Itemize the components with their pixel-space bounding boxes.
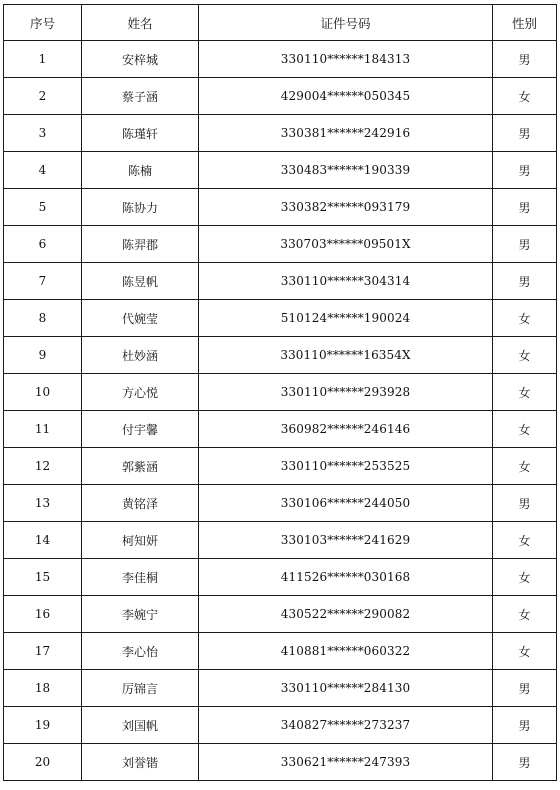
table-row	[4, 152, 557, 189]
id-number-cell: 330110******304314	[199, 263, 493, 300]
seq-cell: 5	[4, 189, 82, 226]
table-row	[4, 485, 557, 522]
id-number-cell: 510124******190024	[199, 300, 493, 337]
seq-cell: 12	[4, 448, 82, 485]
gender-cell: 男	[493, 115, 557, 152]
table-header	[4, 5, 557, 41]
seq-cell: 15	[4, 559, 82, 596]
name-cell: 李心怡	[82, 633, 199, 670]
id-number-cell: 330103******241629	[199, 522, 493, 559]
table-body	[4, 41, 557, 781]
seq-cell: 10	[4, 374, 82, 411]
header-id-number: 证件号码	[199, 5, 493, 41]
gender-cell: 男	[493, 41, 557, 78]
name-cell: 柯知妍	[82, 522, 199, 559]
seq-cell: 9	[4, 337, 82, 374]
header-gender: 性别	[493, 5, 557, 41]
name-cell: 陈羿郡	[82, 226, 199, 263]
seq-cell: 2	[4, 78, 82, 115]
name-cell: 方心悦	[82, 374, 199, 411]
gender-cell: 男	[493, 152, 557, 189]
gender-cell: 女	[493, 374, 557, 411]
id-number-cell: 330106******244050	[199, 485, 493, 522]
seq-cell: 19	[4, 707, 82, 744]
table-row	[4, 41, 557, 78]
seq-cell: 17	[4, 633, 82, 670]
table-row	[4, 707, 557, 744]
table-row	[4, 337, 557, 374]
seq-cell: 16	[4, 596, 82, 633]
gender-cell: 男	[493, 226, 557, 263]
table-row	[4, 374, 557, 411]
name-cell: 陈昱帆	[82, 263, 199, 300]
name-cell: 安梓城	[82, 41, 199, 78]
gender-cell: 男	[493, 263, 557, 300]
id-number-cell: 410881******060322	[199, 633, 493, 670]
id-number-cell: 430522******290082	[199, 596, 493, 633]
table-row	[4, 670, 557, 707]
gender-cell: 女	[493, 78, 557, 115]
table-row	[4, 263, 557, 300]
header-seq: 序号	[4, 5, 82, 41]
gender-cell: 女	[493, 448, 557, 485]
id-number-cell: 330110******284130	[199, 670, 493, 707]
table-row	[4, 189, 557, 226]
table-row	[4, 633, 557, 670]
seq-cell: 18	[4, 670, 82, 707]
id-number-cell: 411526******030168	[199, 559, 493, 596]
table-row	[4, 522, 557, 559]
name-cell: 李佳桐	[82, 559, 199, 596]
name-cell: 刘国帆	[82, 707, 199, 744]
gender-cell: 男	[493, 189, 557, 226]
gender-cell: 男	[493, 707, 557, 744]
table-row	[4, 596, 557, 633]
id-number-cell: 330110******184313	[199, 41, 493, 78]
gender-cell: 女	[493, 337, 557, 374]
gender-cell: 女	[493, 633, 557, 670]
gender-cell: 女	[493, 559, 557, 596]
name-cell: 陈楠	[82, 152, 199, 189]
name-cell: 黄铭泽	[82, 485, 199, 522]
seq-cell: 6	[4, 226, 82, 263]
id-number-cell: 360982******246146	[199, 411, 493, 448]
gender-cell: 男	[493, 670, 557, 707]
gender-cell: 男	[493, 744, 557, 781]
gender-cell: 女	[493, 411, 557, 448]
id-number-cell: 330110******253525	[199, 448, 493, 485]
seq-cell: 8	[4, 300, 82, 337]
id-number-cell: 340827******273237	[199, 707, 493, 744]
gender-cell: 女	[493, 300, 557, 337]
id-number-cell: 330110******16354X	[199, 337, 493, 374]
table-row	[4, 226, 557, 263]
name-cell: 刘誉锴	[82, 744, 199, 781]
table-row	[4, 78, 557, 115]
table-row	[4, 115, 557, 152]
header-row	[4, 5, 557, 41]
id-number-cell: 330110******293928	[199, 374, 493, 411]
seq-cell: 4	[4, 152, 82, 189]
seq-cell: 14	[4, 522, 82, 559]
id-number-cell: 330483******190339	[199, 152, 493, 189]
gender-cell: 男	[493, 485, 557, 522]
table-row	[4, 411, 557, 448]
table-row	[4, 744, 557, 781]
id-number-cell: 429004******050345	[199, 78, 493, 115]
name-cell: 郭紫涵	[82, 448, 199, 485]
name-cell: 陈瑾轩	[82, 115, 199, 152]
table-row	[4, 559, 557, 596]
name-cell: 厉锦言	[82, 670, 199, 707]
name-cell: 陈协力	[82, 189, 199, 226]
name-cell: 蔡子涵	[82, 78, 199, 115]
name-cell: 杜妙涵	[82, 337, 199, 374]
seq-cell: 7	[4, 263, 82, 300]
table-row	[4, 300, 557, 337]
id-number-cell: 330703******09501X	[199, 226, 493, 263]
table-row	[4, 448, 557, 485]
seq-cell: 11	[4, 411, 82, 448]
seq-cell: 3	[4, 115, 82, 152]
name-cell: 李婉宁	[82, 596, 199, 633]
id-number-cell: 330381******242916	[199, 115, 493, 152]
seq-cell: 1	[4, 41, 82, 78]
student-roster-table	[3, 4, 557, 781]
id-number-cell: 330382******093179	[199, 189, 493, 226]
header-name: 姓名	[82, 5, 199, 41]
name-cell: 付宇馨	[82, 411, 199, 448]
seq-cell: 13	[4, 485, 82, 522]
name-cell: 代婉莹	[82, 300, 199, 337]
gender-cell: 女	[493, 522, 557, 559]
id-number-cell: 330621******247393	[199, 744, 493, 781]
seq-cell: 20	[4, 744, 82, 781]
gender-cell: 女	[493, 596, 557, 633]
